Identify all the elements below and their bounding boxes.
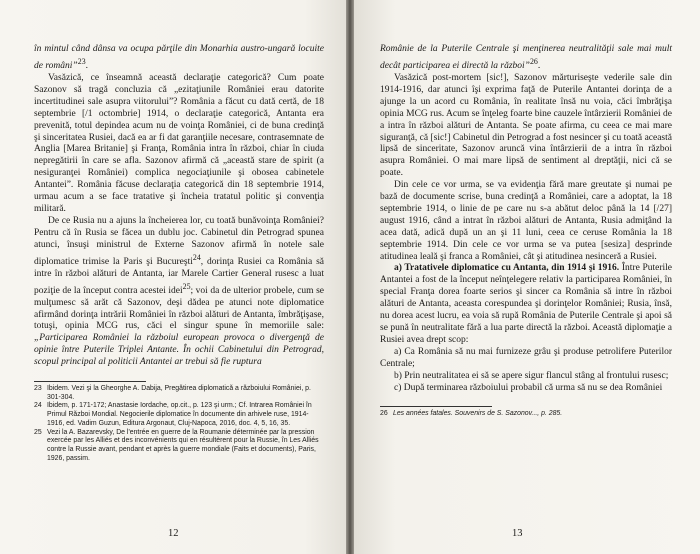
section-heading: a) Tratativele diplomatice cu Antanta, din 1914 şi 1916. <box>394 263 620 274</box>
left-body-text <box>34 44 324 369</box>
footnote <box>34 402 324 428</box>
list-item: a) Ca România să nu mai furnizeze grâu şi produse petrolifere Puterilor Centrale; <box>380 346 672 369</box>
footnote-number: 26 <box>380 410 388 418</box>
left-continuation-end: . <box>85 61 89 72</box>
left-paragraph-2-part-a: De ce Rusia nu a ajuns la încheierea lor, cu toată bunăvoinţa României? Pentru că în Rusia se făcea un dublu joc. Cabinetul din Petrograd spunea atunci, însuşi ministrul de Externe Sazonov afirmă în notele sale diplomatice trimise la Paris şi Bucureşti <box>34 215 324 267</box>
right-body-text <box>380 44 672 394</box>
right-continuation <box>380 44 672 73</box>
left-paragraph-2-part-b: , dorinţa Rusiei ca România să intre în război alături de Antanta, iar Marele Cartier General rusesc a luat poziţie de la început contra acestei idei <box>34 256 324 296</box>
footnote-ref-23: 23 <box>77 56 86 66</box>
left-footnotes <box>34 385 324 463</box>
footnote-ref-26: 26 <box>529 56 538 66</box>
page-number: 13 <box>512 528 523 539</box>
footnote-number: 23 <box>34 385 42 393</box>
footnote-ref-24: 24 <box>192 252 201 262</box>
right-page <box>354 0 700 554</box>
list-item: b) Prin neutralitatea ei să se apere sigur flancul stâng al frontului rusesc; <box>394 370 669 381</box>
footnote-text: Vezi la A. Bazarevsky, De l'entrée en guerre de la Roumanie déterminée par la pression exercée par les Alliés et des inconvénients qui en résultèrent pour la Russie, în Les Alliés contre la Russie avant, pendant et après la guerre mondiale (Faits et documents), Paris, 1926, passim. <box>47 428 319 462</box>
right-footnotes <box>380 410 672 419</box>
left-continuation <box>34 44 324 73</box>
footnote <box>34 429 324 464</box>
right-paragraph-3-text: Între Puterile Antantei a fost de la început neînţelegere relativ la participarea României, în special Franţa dorea foarte serios şi sincer ca România să intre în război alături de Antanta, aceasta corespundea şi dorinţelor României; Rusia, însă, nu dorea acest lucru, ea voia să rupă România de Puterile Centrale şi apoi să se pună în neutralitate fără a lua parte directă la război. Această diplomaţie a Rusiei avea drept scop: <box>380 263 672 345</box>
footnote-number: 25 <box>34 428 42 436</box>
footnote-text: Les années fatales. Souvenirs de S. Sazonov..., p. 285. <box>393 410 563 418</box>
left-paragraph-2-part-c: ; voi da de ulterior probele, cum se mulţumesc să arăt că Sazonov, deşi dădea pe atunci note diplomatice afirmând dorinţa intrării României în război alături de Antanta, îmbrăţişase, totuşi, opinia MCG rus, căci el singur spune în memoriile sale: <box>34 285 324 332</box>
left-page <box>0 0 346 554</box>
right-continuation-quote: Românie de la Puterile Centrale şi menţinerea neutralităţii sale mai mult decât participarea ei directă la război” <box>380 44 672 72</box>
left-paragraph-2 <box>34 216 324 369</box>
right-paragraph-3 <box>380 263 672 346</box>
footnote-text: Ibidem, p. 171-172; Anastasie Iordache, op.cit., p. 123 şi urm.; Cf. Intrarea României în Primul Război Mondial. Negocierile diplomatice în documente din arhivele ruse, 1914-1916, ed. Vadim Guzun, Editura Argonaut, Cluj-Napoca, 2016, doc. 4, 5, 16, 35. <box>47 402 312 427</box>
left-paragraph-1: Vasăzică, ce înseamnă această declaraţie categorică? Cum poate Sazonov să tragă concluzia că „ezitaţiunile României erau datorite incertitudinei sale asupra viitorului”? România a făcut cu dată certă, de 18 septembrie [/1 octombrie] 1914, o declaraţie categorică, Antanta era prevenită, totul depindea acum nu de voinţa României, ci de buna credinţă şi sinceritatea Rusiei, dacă ea ar fi dat garanţiile necesare, contrasemnate de Anglia [Marea Britanie] şi Franţa, România intra în război, chiar în ciuda nepregătirii în care se afla. Sazonov afirmă că „această stare de spirit (a nesiguranţei României) complica negociaţiunile şi obosea cabinetele Antantei”. România făcuse declaraţia categorică din 18 septembrie 1914, urmau acum a se face tratative şi încheia tratatul politic şi convenţia militară. <box>34 72 324 214</box>
right-continuation-end: . <box>537 61 541 72</box>
left-paragraph-2-quote: „Participarea României la războiul european provoca o divergenţă de opinie între Puterile Triplei Antante. În ochii Cabinetului din Petrograd, scopul principal al politicii Antantei ar trebui să fie ruptura <box>34 333 324 368</box>
footnote-number: 24 <box>34 402 42 410</box>
right-paragraph-1: Vasăzică post-mortem [sic!], Sazonov mărturiseşte vederile sale din 1914-1916, dar atunci îşi exprima faţă de Puterile Antantei dorinţa de a ajunge la un acord cu România, în realitate însă nu voia, căci îmbrăţişa opinia MCG rus. Acum se înţeleg foarte bine cauzele întârzierii României de a intra în război alături de Antanta. Se poate afirma, cu ceea ce mai mare siguranţă, că [sic!] Cabinetul din Petrograd a fost nesincer şi cu toată această lipsă de sinceritate, Sazonov aruncă vina întârzierii de a intra în război asupra României. O mai mare lipsă de sentiment al dreptăţii, nici că se poate. <box>380 72 672 179</box>
right-paragraph-2: Din cele ce vor urma, se va evidenţia fără mare greutate şi numai pe bază de documente scrise, buna credinţă a României, care a adoptat, la 18 septembrie 1914, o linie de pe care nu s-a abătut deloc până la 14 [/27] august 1916, când a intrat în război alături de Antanta, Rusia admiţând la acea dată, adică după un an şi 11 luni, ceea ce ceruse România la 18 septembrie 1914. Din cele ce vor urma se va putea [sesiza] desprinde atitudinea leală şi franca a României, cât şi atitudinea nesinceră a Rusiei. <box>380 180 672 262</box>
footnote <box>380 410 672 419</box>
footnote-separator <box>380 406 492 407</box>
page-number: 12 <box>168 528 179 539</box>
footnote-ref-25: 25 <box>182 281 191 291</box>
left-continuation-quote: în mintul când dânsa va ocupa părţile din Monarhia austro-ungară locuite de români” <box>34 44 324 72</box>
footnote-separator <box>34 381 146 382</box>
book-gutter <box>346 0 354 554</box>
footnote-text: Ibidem. Vezi şi la Gheorghe A. Dabija, Pregătirea diplomatică a războiului României, p. 301-304. <box>47 385 311 401</box>
footnote <box>34 385 324 402</box>
list-item: c) După terminarea războiului probabil că urma să nu se dea României <box>394 382 663 393</box>
